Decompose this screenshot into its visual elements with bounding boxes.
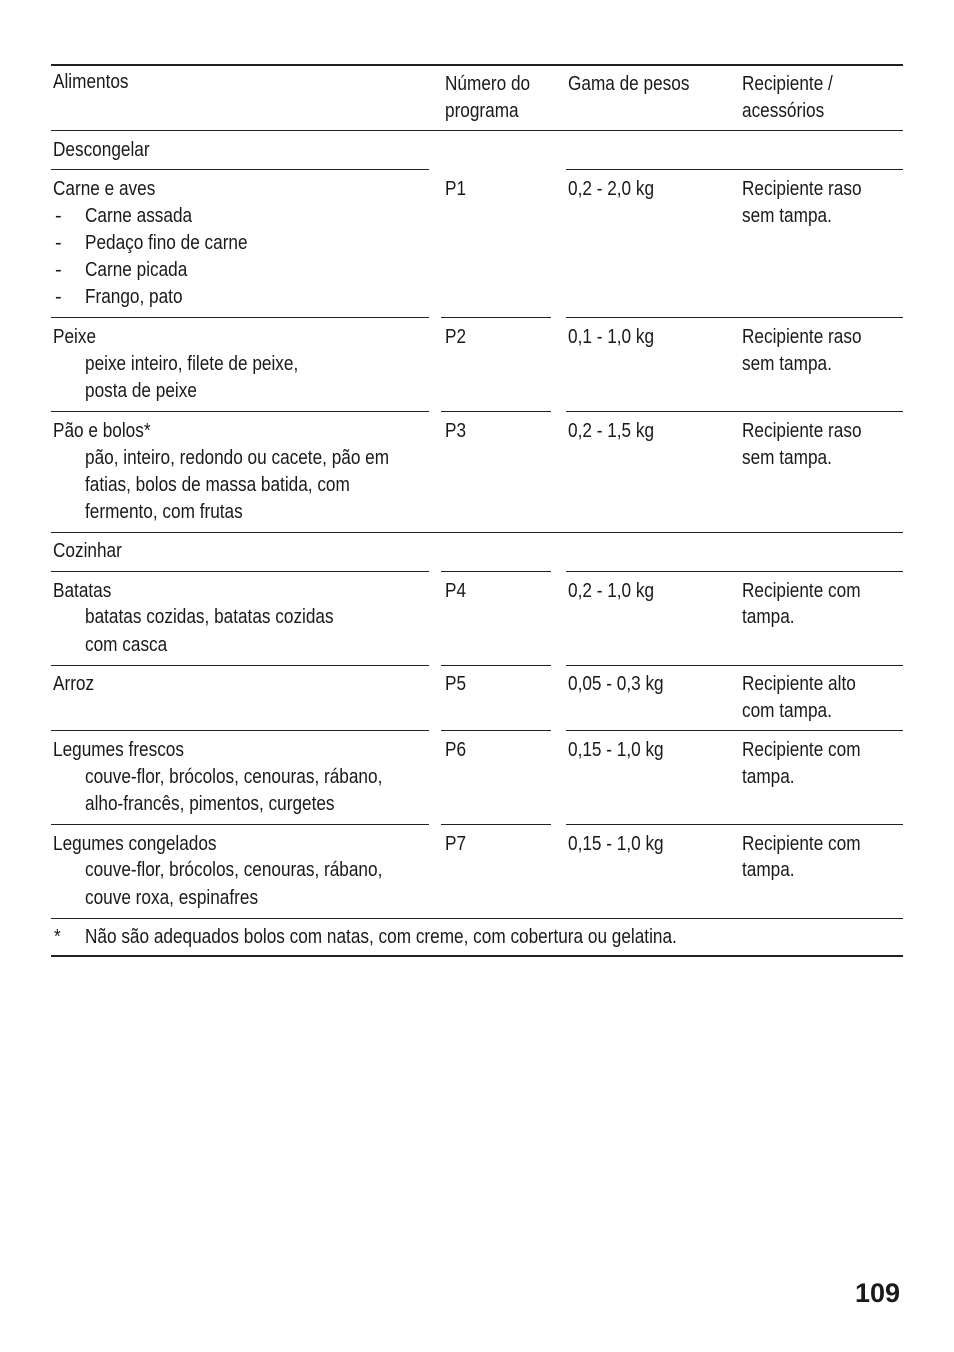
row-rule [441, 730, 551, 731]
row-rule [51, 317, 429, 318]
container: Recipiente raso [742, 420, 862, 442]
section-rule [566, 571, 903, 572]
list-bullet: - [55, 286, 62, 308]
food-name: Legumes congelados [53, 833, 217, 855]
food-detail: alho-francês, pimentos, curgetes [85, 793, 335, 815]
row-rule [51, 665, 429, 666]
food-item: Carne picada [85, 259, 188, 281]
container: Recipiente raso [742, 326, 862, 348]
header-container-line1: Recipiente / [742, 73, 833, 95]
food-name: Pão e bolos* [53, 420, 151, 442]
section-rule [51, 571, 429, 572]
program-number: P7 [445, 833, 467, 855]
list-bullet: - [55, 205, 62, 227]
food-detail: posta de peixe [85, 380, 197, 402]
food-detail: com casca [85, 634, 168, 656]
section-rule [441, 571, 551, 572]
footnote-marker: * [54, 926, 61, 948]
page-number: 109 [854, 1278, 900, 1308]
row-rule [441, 665, 551, 666]
food-detail: couve roxa, espinafres [85, 887, 259, 909]
program-number: P6 [445, 739, 467, 761]
footnote-top-rule [51, 918, 903, 919]
header-program-line1: Número do [445, 73, 531, 95]
food-detail: peixe inteiro, filete de peixe, [85, 353, 299, 375]
food-item: Carne assada [85, 205, 193, 227]
weight-range: 0,2 - 1,0 kg [568, 580, 655, 602]
container: sem tampa. [742, 353, 832, 375]
program-number: P2 [445, 326, 467, 348]
food-name: Arroz [53, 673, 95, 695]
program-number: P5 [445, 673, 467, 695]
section-title-defrost: Descongelar [53, 139, 150, 161]
container: sem tampa. [742, 447, 832, 469]
row-rule [51, 730, 429, 731]
row-rule [51, 411, 429, 412]
program-number: P3 [445, 420, 467, 442]
food-detail: fatias, bolos de massa batida, com [85, 474, 350, 496]
section-rule [51, 169, 429, 170]
row-rule [566, 317, 903, 318]
weight-range: 0,15 - 1,0 kg [568, 739, 664, 761]
row-rule [566, 730, 903, 731]
footnote-text: Não são adequados bolos com natas, com creme, com cobertura ou gelatina. [85, 926, 677, 948]
container: tampa. [742, 859, 795, 881]
food-detail: couve-flor, brócolos, cenouras, rábano, [85, 766, 383, 788]
row-rule [51, 824, 429, 825]
row-rule [441, 824, 551, 825]
section-title-cook: Cozinhar [53, 540, 122, 562]
row-rule [566, 824, 903, 825]
weight-range: 0,1 - 1,0 kg [568, 326, 655, 348]
container: Recipiente alto [742, 673, 856, 695]
header-container-line2: acessórios [742, 100, 825, 122]
section-divider-rule [51, 532, 903, 533]
weight-range: 0,15 - 1,0 kg [568, 833, 664, 855]
header-weight: Gama de pesos [568, 73, 690, 95]
container: Recipiente com [742, 580, 861, 602]
header-foods: Alimentos [53, 71, 129, 93]
header-bottom-rule [51, 130, 903, 131]
food-detail: couve-flor, brócolos, cenouras, rábano, [85, 859, 383, 881]
row-rule [441, 317, 551, 318]
food-detail: fermento, com frutas [85, 501, 243, 523]
list-bullet: - [55, 232, 62, 254]
table-top-rule [51, 64, 903, 66]
food-name: Peixe [53, 326, 97, 348]
container: Recipiente com [742, 739, 861, 761]
row-rule [566, 665, 903, 666]
weight-range: 0,05 - 0,3 kg [568, 673, 664, 695]
row-rule [441, 411, 551, 412]
header-program-line2: programa [445, 100, 519, 122]
container: Recipiente raso [742, 178, 862, 200]
container: com tampa. [742, 700, 832, 722]
weight-range: 0,2 - 1,5 kg [568, 420, 655, 442]
food-detail: batatas cozidas, batatas cozidas [85, 606, 334, 628]
program-number: P1 [445, 178, 467, 200]
container: tampa. [742, 606, 795, 628]
container: tampa. [742, 766, 795, 788]
food-name: Legumes frescos [53, 739, 184, 761]
food-name: Batatas [53, 580, 112, 602]
food-item: Frango, pato [85, 286, 183, 308]
container: sem tampa. [742, 205, 832, 227]
table-bottom-rule [51, 955, 903, 957]
container: Recipiente com [742, 833, 861, 855]
program-number: P4 [445, 580, 467, 602]
food-detail: pão, inteiro, redondo ou cacete, pão em [85, 447, 390, 469]
weight-range: 0,2 - 2,0 kg [568, 178, 655, 200]
section-rule [566, 169, 903, 170]
row-rule [566, 411, 903, 412]
list-bullet: - [55, 259, 62, 281]
food-item: Pedaço fino de carne [85, 232, 248, 254]
food-name: Carne e aves [53, 178, 156, 200]
